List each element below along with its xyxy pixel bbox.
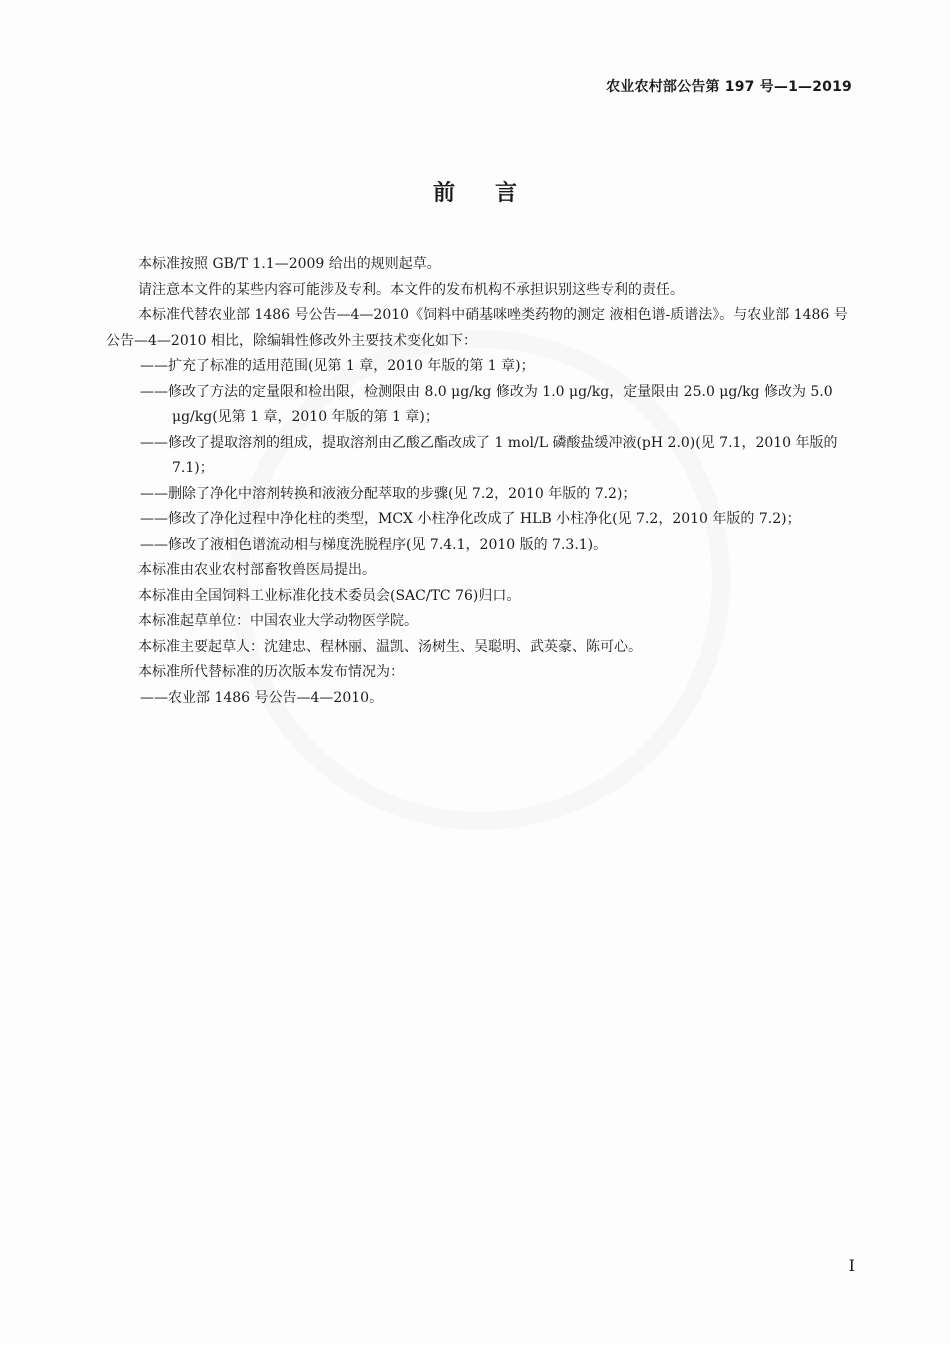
paragraph: 本标准所代替标准的历次版本发布情况为：: [138, 664, 404, 680]
paragraph: 本标准代替农业部 1486 号公告—4—2010《饲料中硝基咪唑类药物的测定 液相色谱-质谱法》。与农业部 1486 号公告—4—2010 相比，除编辑性修改外主要技术变化如下：: [106, 307, 848, 349]
history-list-item: ——农业部 1486 号公告—4—2010。: [140, 689, 384, 706]
change-list-item: ——修改了方法的定量限和检出限，检测限由 8.0 μg/kg 修改为 1.0 μg/kg，定量限由 25.0 μg/kg 修改为 5.0 μg/kg(见第 1 章，2010 年版的第 1 章)；: [140, 383, 833, 425]
paragraph: 本标准由农业农村部畜牧兽医局提出。: [138, 562, 376, 578]
foreword-body: [106, 252, 858, 711]
change-list-item: ——扩充了标准的适用范围(见第 1 章，2010 年版的第 1 章)；: [140, 358, 535, 374]
paragraph: 本标准按照 GB/T 1.1—2009 给出的规则起草。: [138, 256, 441, 272]
paragraph: 请注意本文件的某些内容可能涉及专利。本文件的发布机构不承担识别这些专利的责任。: [138, 281, 684, 298]
change-list-item: ——修改了液相色谱流动相与梯度洗脱程序(见 7.4.1，2010 版的 7.3.1)。: [140, 536, 608, 553]
section-title: 前言: [432, 181, 557, 206]
change-list-item: ——修改了提取溶剂的组成，提取溶剂由乙酸乙酯改成了 1 mol/L 磷酸盐缓冲液(pH 2.0)(见 7.1，2010 年版的 7.1)；: [140, 434, 838, 476]
paragraph: 本标准主要起草人：沈建忠、程林丽、温凯、汤树生、吴聪明、武英豪、陈可心。: [138, 638, 642, 655]
standard-code-header: 农业农村部公告第 197 号—1—2019: [606, 79, 852, 95]
change-list-item: ——删除了净化中溶剂转换和液液分配萃取的步骤(见 7.2，2010 年版的 7.2)；: [140, 485, 637, 502]
change-list-item: ——修改了净化过程中净化柱的类型，MCX 小柱净化改成了 HLB 小柱净化(见 7.2，2010 年版的 7.2)；: [140, 511, 801, 527]
paragraph: 本标准起草单位：中国农业大学动物医学院。: [138, 613, 418, 629]
paragraph: 本标准由全国饲料工业标准化技术委员会(SAC/TC 76)归口。: [138, 587, 521, 604]
page-number: I: [848, 1256, 855, 1275]
